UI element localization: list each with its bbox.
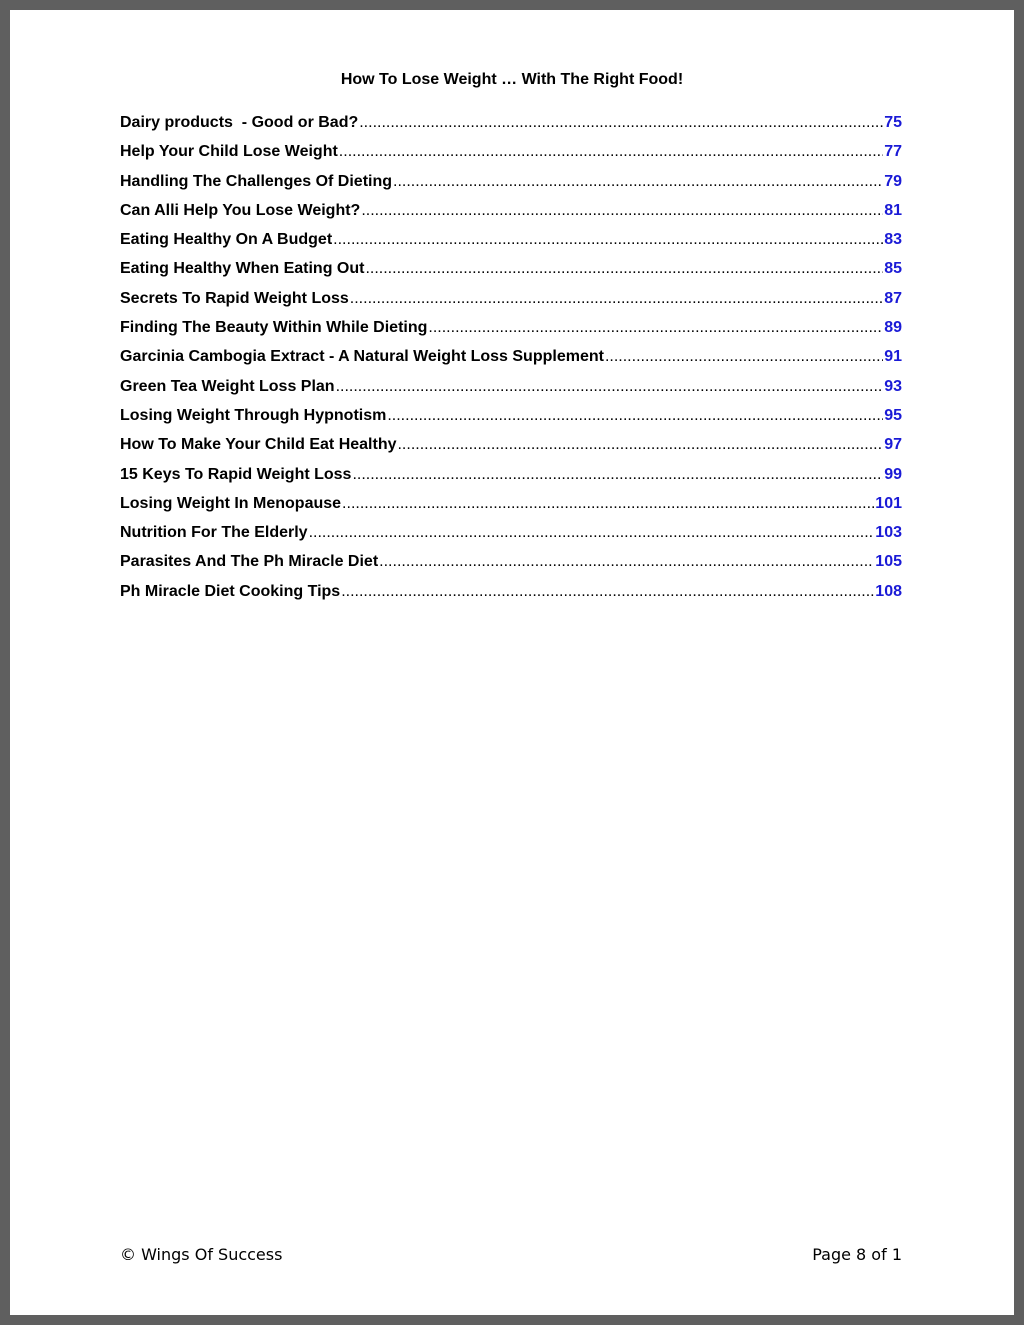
toc-entry-title: Handling The Challenges Of Dieting: [120, 172, 393, 190]
toc-entry-title: Help Your Child Lose Weight: [120, 143, 338, 161]
toc-dot-leader: [361, 201, 883, 221]
toc-dot-leader: [341, 582, 874, 602]
toc-entry[interactable]: [120, 113, 902, 142]
toc-page-number[interactable]: 103: [875, 524, 902, 542]
toc-entry-title: Losing Weight Through Hypnotism: [120, 406, 387, 424]
toc-dot-leader: [397, 435, 883, 455]
toc-dot-leader: [309, 523, 875, 543]
toc-entry[interactable]: [120, 347, 902, 376]
toc-entry[interactable]: [120, 289, 902, 318]
toc-entry-title: Eating Healthy When Eating Out: [120, 260, 365, 278]
toc-entry[interactable]: [120, 377, 902, 406]
table-of-contents: [120, 113, 902, 611]
toc-dot-leader: [365, 259, 883, 279]
toc-entry[interactable]: [120, 465, 902, 494]
toc-dot-leader: [605, 347, 883, 367]
toc-entry-title: Ph Miracle Diet Cooking Tips: [120, 582, 341, 600]
toc-entry[interactable]: [120, 523, 902, 552]
toc-page-number[interactable]: 77: [884, 143, 902, 161]
toc-entry[interactable]: [120, 230, 902, 259]
toc-page-number[interactable]: 75: [884, 114, 902, 131]
toc-entry[interactable]: [120, 259, 902, 288]
toc-entry-title: Garcinia Cambogia Extract - A Natural Weight Loss Supplement: [120, 348, 604, 366]
toc-page-number[interactable]: 89: [884, 319, 902, 337]
toc-dot-leader: [428, 318, 883, 338]
toc-page-number[interactable]: 93: [884, 377, 902, 395]
toc-entry[interactable]: [120, 582, 902, 611]
toc-dot-leader: [393, 172, 883, 192]
toc-entry-title: Can Alli Help You Lose Weight?: [120, 201, 361, 219]
toc-page-number[interactable]: 108: [875, 582, 902, 600]
toc-entry-title: Losing Weight In Menopause: [120, 494, 342, 512]
toc-entry-title: Finding The Beauty Within While Dieting: [120, 319, 428, 337]
toc-page-number[interactable]: 87: [884, 289, 902, 307]
toc-entry[interactable]: [120, 494, 902, 523]
toc-page-number[interactable]: 81: [884, 201, 902, 219]
toc-page-number[interactable]: 95: [884, 406, 902, 424]
toc-entry-title: Parasites And The Ph Miracle Diet: [120, 553, 379, 571]
toc-page-number[interactable]: 85: [884, 260, 902, 278]
toc-entry[interactable]: [120, 142, 902, 171]
toc-dot-leader: [359, 113, 883, 133]
toc-dot-leader: [339, 142, 883, 162]
toc-entry-title: Nutrition For The Elderly: [120, 524, 308, 542]
toc-entry-title: Secrets To Rapid Weight Loss: [120, 289, 349, 307]
toc-entry-title: Dairy products - Good or Bad?: [120, 114, 359, 131]
toc-dot-leader: [342, 494, 874, 514]
toc-entry[interactable]: [120, 552, 902, 581]
toc-page-number[interactable]: 91: [884, 348, 902, 366]
toc-entry-title: How To Make Your Child Eat Healthy: [120, 436, 397, 454]
footer-page-number: Page 8 of 1: [812, 1245, 902, 1264]
toc-entry-title: 15 Keys To Rapid Weight Loss: [120, 465, 352, 483]
toc-entry[interactable]: [120, 406, 902, 435]
toc-dot-leader: [379, 552, 874, 572]
document-title: How To Lose Weight … With The Right Food!: [340, 71, 684, 88]
document-page: [10, 10, 1014, 1315]
toc-dot-leader: [350, 289, 883, 309]
toc-page-number[interactable]: 79: [884, 172, 902, 190]
toc-dot-leader: [387, 406, 883, 426]
toc-page-number[interactable]: 101: [875, 494, 902, 512]
toc-dot-leader: [333, 230, 883, 250]
toc-entry[interactable]: [120, 435, 902, 464]
toc-page-number[interactable]: 105: [875, 553, 902, 571]
toc-page-number[interactable]: 83: [884, 231, 902, 249]
toc-page-number[interactable]: 97: [884, 436, 902, 454]
toc-entry[interactable]: [120, 318, 902, 347]
footer-copyright: © Wings Of Success: [120, 1245, 283, 1264]
toc-dot-leader: [352, 465, 883, 485]
toc-entry[interactable]: [120, 172, 902, 201]
toc-entry-title: Green Tea Weight Loss Plan: [120, 377, 335, 395]
toc-dot-leader: [336, 377, 884, 397]
toc-entry-title: Eating Healthy On A Budget: [120, 231, 333, 249]
toc-page-number[interactable]: 99: [884, 465, 902, 483]
toc-entry[interactable]: [120, 201, 902, 230]
